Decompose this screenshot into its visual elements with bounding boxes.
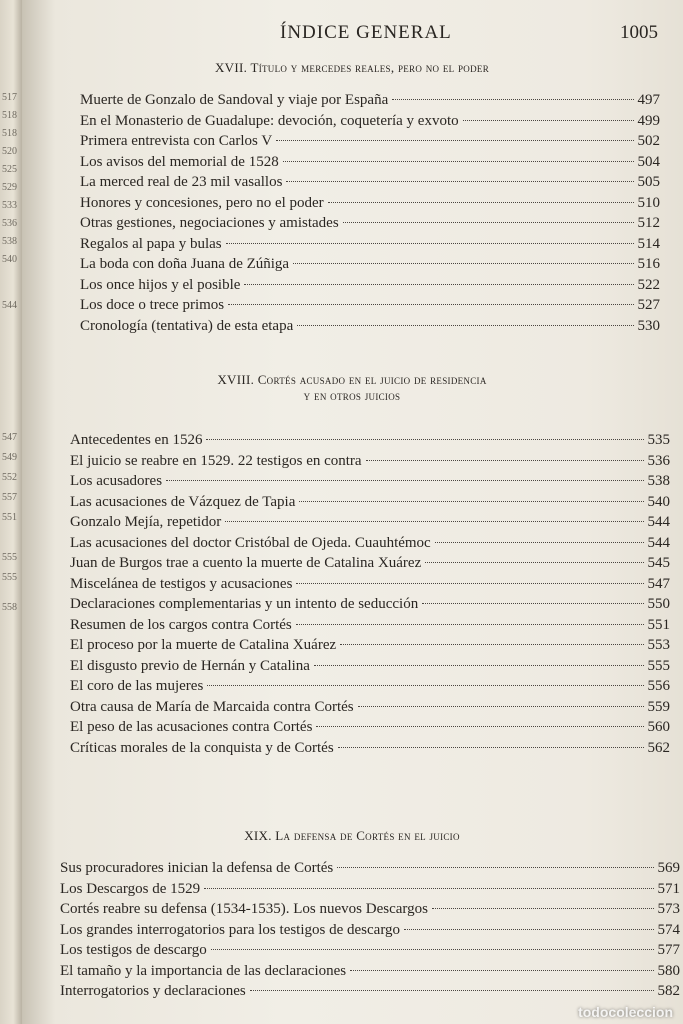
toc-entry-label: Los acusadores	[70, 473, 163, 489]
toc-entry-page: 551	[647, 616, 670, 633]
toc-entry	[70, 719, 670, 740]
section-title-line: XIX. La defensa de Cortés en el juicio	[244, 828, 460, 843]
toc-entry-page: 530	[637, 317, 660, 334]
toc-leader-dots	[296, 583, 643, 584]
book-page	[22, 0, 683, 1024]
toc-entry	[70, 514, 670, 535]
toc-entry-page: 544	[647, 534, 670, 551]
toc-entry-label: Los Descargos de 1529	[60, 880, 201, 897]
toc-leader-dots	[211, 949, 654, 950]
toc-entry-label: Los doce o trece primos	[80, 297, 225, 313]
toc-entry	[60, 942, 680, 963]
toc-entry-label: Críticas morales de la conquista y de Cortés	[70, 739, 334, 756]
toc-entry-page: 555	[647, 657, 670, 674]
toc-entry-label: Otra causa de María de Marcaida contra Cortés	[70, 698, 354, 715]
toc-leader-dots	[299, 501, 643, 502]
toc-leader-dots	[244, 284, 633, 285]
toc-entry-page: 502	[637, 133, 660, 149]
toc-leader-dots	[404, 929, 653, 930]
toc-entry-page: 571	[657, 880, 680, 897]
toc-entry-page: 497	[637, 92, 660, 108]
toc-entry-page: 580	[657, 962, 680, 979]
toc-leader-dots	[250, 990, 654, 991]
toc-entry-page: 545	[647, 555, 670, 571]
toc-entry-page: 577	[657, 942, 680, 958]
toc-entry	[70, 617, 670, 638]
toc-entry	[80, 174, 660, 195]
toc-entry	[70, 637, 670, 658]
section-title-line: XVII. Título y mercedes reales, pero no el poder	[214, 60, 490, 75]
facing-page-number: 525	[2, 164, 17, 175]
section-title-xviii	[62, 372, 642, 404]
toc-entry	[70, 453, 670, 474]
toc-entry-page: 499	[637, 112, 660, 129]
toc-entry-label: Cortés reabre su defensa (1534-1535). Los nuevos Descargos	[60, 901, 428, 917]
facing-page-number: 518	[2, 128, 17, 139]
toc-leader-dots	[226, 243, 634, 244]
facing-page-number: 555	[2, 552, 17, 563]
toc-leader-dots	[435, 542, 644, 543]
toc-entry	[70, 576, 670, 597]
section-title-xix	[62, 828, 642, 844]
toc-entry-label: Sus procuradores inician la defensa de Cortés	[60, 860, 334, 876]
facing-page-number: 538	[2, 236, 17, 247]
toc-leader-dots	[328, 202, 634, 203]
toc-entry-page: 553	[647, 637, 670, 653]
toc-entry	[80, 297, 660, 318]
toc-leader-dots	[276, 140, 633, 141]
toc-entry-label: Los avisos del memorial de 1528	[80, 153, 279, 170]
section-title-line: XVIII. Cortés acusado en el juicio de residencia	[217, 372, 487, 387]
facing-page-number: 536	[2, 218, 17, 229]
toc-entry-label: El proceso por la muerte de Catalina Xuárez	[70, 637, 337, 653]
section-title-xvii	[62, 60, 642, 76]
toc-leader-dots	[425, 562, 643, 563]
toc-leader-dots	[463, 120, 634, 121]
toc-entry	[60, 922, 680, 943]
toc-leader-dots	[166, 480, 643, 481]
toc-leader-dots	[337, 867, 653, 868]
toc-entry	[60, 860, 680, 881]
toc-entry-label: Primera entrevista con Carlos V	[80, 133, 273, 149]
facing-page-number: 552	[2, 472, 17, 483]
toc-entry-page: 536	[647, 452, 670, 469]
toc-entry	[70, 494, 670, 515]
toc-leader-dots	[207, 685, 643, 686]
toc-entry-page: 547	[647, 575, 670, 592]
watermark-logo	[578, 1004, 673, 1020]
toc-entry-page: 516	[637, 256, 660, 272]
toc-entry-label: Antecedentes en 1526	[70, 432, 203, 448]
toc-entry-label: Los once hijos y el posible	[80, 276, 241, 293]
toc-entry	[80, 236, 660, 257]
toc-list-xvii	[80, 92, 660, 338]
toc-leader-dots	[350, 970, 653, 971]
toc-entry-label: La boda con doña Juana de Zúñiga	[80, 256, 290, 272]
facing-page-number: 533	[2, 200, 17, 211]
toc-entry	[70, 535, 670, 556]
toc-entry	[70, 555, 670, 576]
toc-leader-dots	[283, 161, 634, 162]
running-header	[22, 18, 683, 48]
toc-entry-label: El tamaño y la importancia de las declaraciones	[60, 962, 347, 979]
toc-entry-label: Miscelánea de testigos y acusaciones	[70, 575, 293, 592]
toc-entry	[70, 740, 670, 761]
toc-entry	[70, 658, 670, 679]
section-title-line-2: y en otros juicios	[303, 388, 401, 403]
toc-entry	[80, 318, 660, 339]
toc-entry-page: 512	[637, 215, 660, 231]
toc-entry-label: El coro de las mujeres	[70, 678, 204, 694]
facing-page-number: 518	[2, 110, 17, 121]
toc-entry-label: El disgusto previo de Hernán y Catalina	[70, 657, 310, 674]
toc-entry-page: 522	[637, 276, 660, 293]
toc-entry-page: 559	[647, 698, 670, 715]
toc-entry-page: 514	[637, 235, 660, 252]
toc-entry-label: El peso de las acusaciones contra Cortés	[70, 719, 313, 735]
toc-entry-label: Muerte de Gonzalo de Sandoval y viaje por España	[80, 92, 389, 108]
toc-entry-label: En el Monasterio de Guadalupe: devoción, coquetería y exvoto	[80, 112, 459, 129]
facing-page-number: 517	[2, 92, 17, 103]
toc-entry-page: 505	[637, 174, 660, 190]
toc-entry	[80, 133, 660, 154]
toc-entry-label: Juan de Burgos trae a cuento la muerte de Catalina Xuárez	[70, 555, 422, 571]
toc-entry-label: Gonzalo Mejía, repetidor	[70, 514, 222, 530]
facing-page-number: 551	[2, 512, 17, 523]
toc-entry	[70, 699, 670, 720]
toc-leader-dots	[228, 304, 633, 305]
toc-entry-page: 562	[647, 739, 670, 756]
header-page-number: 1005	[620, 22, 658, 43]
toc-entry	[60, 881, 680, 902]
toc-entry-label: Otras gestiones, negociaciones y amistades	[80, 215, 339, 231]
watermark-text: todocoleccion	[578, 1004, 673, 1020]
facing-page-number: 557	[2, 492, 17, 503]
toc-entry-page: 560	[647, 719, 670, 735]
toc-entry-label: Los testigos de descargo	[60, 942, 207, 958]
facing-page-number: 520	[2, 146, 17, 157]
toc-entry-page: 550	[647, 596, 670, 612]
facing-page-number: 544	[2, 300, 17, 311]
toc-leader-dots	[343, 222, 634, 223]
toc-leader-dots	[392, 99, 633, 100]
toc-entry	[80, 215, 660, 236]
toc-entry	[70, 596, 670, 617]
toc-leader-dots	[206, 439, 643, 440]
toc-entry	[80, 256, 660, 277]
toc-leader-dots	[422, 603, 643, 604]
toc-entry-page: 504	[637, 153, 660, 170]
toc-entry-label: Los grandes interrogatorios para los testigos de descargo	[60, 921, 401, 938]
toc-entry-label: La merced real de 23 mil vasallos	[80, 174, 283, 190]
toc-entry-page: 538	[647, 473, 670, 489]
toc-entry	[70, 678, 670, 699]
toc-entry	[80, 154, 660, 175]
toc-entry-label: Honores y concesiones, pero no el poder	[80, 194, 324, 211]
toc-entry-page: 573	[657, 901, 680, 917]
toc-leader-dots	[338, 747, 644, 748]
toc-list-xix	[60, 860, 680, 1004]
toc-leader-dots	[225, 521, 643, 522]
toc-entry	[80, 277, 660, 298]
toc-entry-page: 556	[647, 678, 670, 694]
toc-entry	[80, 92, 660, 113]
toc-list-xviii	[70, 432, 670, 760]
toc-leader-dots	[314, 665, 644, 666]
toc-entry	[70, 432, 670, 453]
toc-entry-page: 569	[657, 860, 680, 876]
facing-page-edge	[0, 0, 22, 1024]
toc-entry-label: El juicio se reabre en 1529. 22 testigos en contra	[70, 452, 362, 469]
toc-leader-dots	[296, 624, 644, 625]
facing-page-number: 555	[2, 572, 17, 583]
toc-entry	[80, 113, 660, 134]
facing-page-number: 529	[2, 182, 17, 193]
toc-entry	[80, 195, 660, 216]
toc-entry	[60, 901, 680, 922]
toc-leader-dots	[293, 263, 633, 264]
toc-entry-page: 527	[637, 297, 660, 313]
toc-entry-label: Resumen de los cargos contra Cortés	[70, 616, 292, 633]
toc-entry-page: 544	[647, 514, 670, 530]
toc-leader-dots	[286, 181, 633, 182]
toc-entry-page: 574	[657, 921, 680, 938]
toc-entry-page: 510	[637, 194, 660, 211]
toc-entry-label: Interrogatorios y declaraciones	[60, 983, 246, 999]
header-title: ÍNDICE GENERAL	[280, 22, 452, 43]
toc-entry	[60, 963, 680, 984]
toc-leader-dots	[204, 888, 653, 889]
toc-leader-dots	[358, 706, 644, 707]
toc-entry-label: Las acusaciones de Vázquez de Tapia	[70, 493, 296, 510]
facing-page-number: 547	[2, 432, 17, 443]
toc-entry	[60, 983, 680, 1004]
facing-page-number: 540	[2, 254, 17, 265]
toc-entry	[70, 473, 670, 494]
toc-entry-label: Regalos al papa y bulas	[80, 235, 222, 252]
toc-leader-dots	[340, 644, 643, 645]
toc-leader-dots	[366, 460, 644, 461]
toc-entry-page: 540	[647, 493, 670, 510]
toc-entry-label: Declaraciones complementarias y un intento de seducción	[70, 596, 419, 612]
toc-leader-dots	[432, 908, 654, 909]
facing-page-number: 549	[2, 452, 17, 463]
toc-entry-label: Las acusaciones del doctor Cristóbal de Ojeda. Cuauhtémoc	[70, 534, 431, 551]
toc-entry-page: 582	[657, 983, 680, 999]
facing-page-number: 558	[2, 602, 17, 613]
toc-leader-dots	[297, 325, 633, 326]
toc-leader-dots	[316, 726, 643, 727]
toc-entry-label: Cronología (tentativa) de esta etapa	[80, 317, 294, 334]
toc-entry-page: 535	[647, 432, 670, 448]
